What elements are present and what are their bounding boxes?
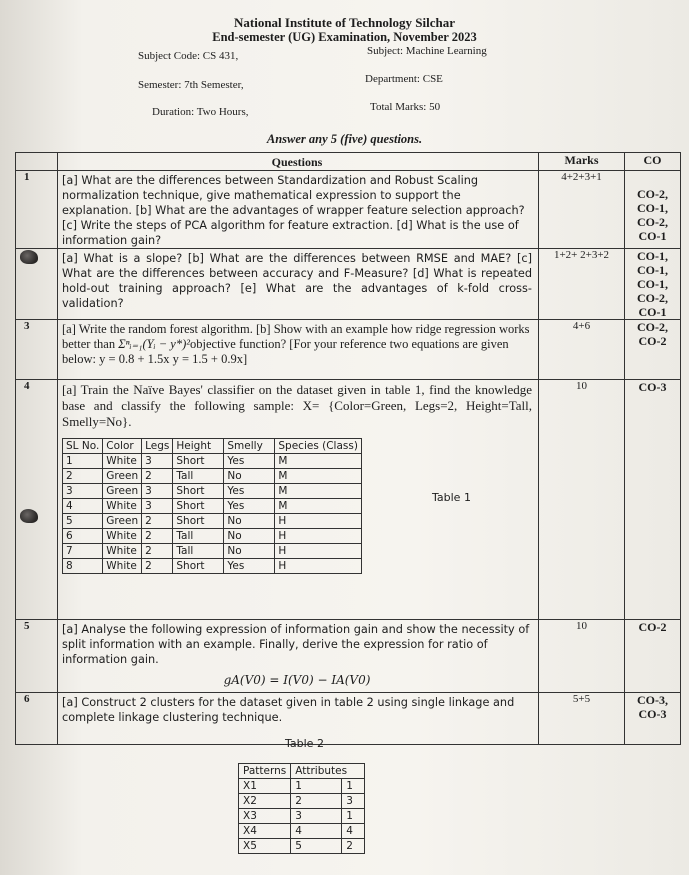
table1-cell: No <box>224 469 275 484</box>
table1-cell: Short <box>173 514 224 529</box>
question-cell <box>58 380 539 620</box>
co-header: CO <box>625 153 681 171</box>
table2-cell: 1 <box>342 779 365 794</box>
table1-cell: H <box>275 559 362 574</box>
question-co: CO-1, CO-1, CO-1, CO-2, CO-1 <box>625 249 681 320</box>
table1-cell: White <box>103 454 142 469</box>
question-text-part-a: [a] Write the random forest algorithm. [b] Show with an example how ridge regression works better than <box>62 322 530 351</box>
table1-cell: Tall <box>173 544 224 559</box>
table2-cell: 1 <box>291 779 342 794</box>
table1-cell: Short <box>173 454 224 469</box>
table1-header-row <box>63 439 362 454</box>
table2-row <box>239 779 365 794</box>
table1-cell: Green <box>103 484 142 499</box>
question-co: CO-3 <box>625 380 681 620</box>
table1-cell: Green <box>103 514 142 529</box>
table1-cell: 7 <box>63 544 103 559</box>
total-marks: Total Marks: 50 <box>370 101 441 113</box>
table2-cell: 2 <box>342 839 365 854</box>
table2-row <box>239 794 365 809</box>
question-co: CO-2, CO-1, CO-2, CO-1 <box>625 171 681 249</box>
table1-cell: 2 <box>63 469 103 484</box>
no-header <box>16 153 58 171</box>
table1-cell: Short <box>173 499 224 514</box>
table2-header: Attributes <box>291 764 365 779</box>
table1-cell: 1 <box>63 454 103 469</box>
table2-cell: 3 <box>342 794 365 809</box>
question-marks: 10 <box>539 380 625 620</box>
table1-row <box>63 544 362 559</box>
finger-smudge <box>20 509 38 523</box>
table1-row <box>63 514 362 529</box>
table1-header: Species (Class) <box>275 439 362 454</box>
table1-cell: No <box>224 529 275 544</box>
table1-cell: 2 <box>142 544 173 559</box>
table1-cell: M <box>275 469 362 484</box>
table2-header: Patterns <box>239 764 291 779</box>
info-gain-formula: gA(V0) = I(V0) − IA(V0) <box>223 673 371 687</box>
table1-cell: 6 <box>63 529 103 544</box>
table1-cell: White <box>103 544 142 559</box>
table1-cell: 4 <box>63 499 103 514</box>
table1 <box>62 438 362 574</box>
table2-cell: X1 <box>239 779 291 794</box>
table1-row <box>63 499 362 514</box>
questions-header: Questions <box>58 153 539 171</box>
table1-cell: Yes <box>224 559 275 574</box>
question-text: [a] What is a slope? [b] What are the differences between RMSE and MAE? [c] What are the differences between accuracy and F-Measure? [d] What is repeated hold-out training approach? [e] What are the advantages of k-fold cross-validation? <box>58 249 539 320</box>
table1-row <box>63 529 362 544</box>
table2-row <box>239 824 365 839</box>
question-co: CO-2, CO-2 <box>625 320 681 380</box>
table2-header-row <box>239 764 365 779</box>
question-row-4 <box>16 380 681 620</box>
table1-cell: M <box>275 499 362 514</box>
table1-header: Height <box>173 439 224 454</box>
table1-wrap <box>62 438 532 574</box>
question-co: CO-3, CO-3 <box>625 693 681 745</box>
duration: Duration: Two Hours, <box>152 106 249 118</box>
question-marks: 5+5 <box>539 693 625 745</box>
instruction: Answer any 5 (five) questions. <box>266 132 423 146</box>
table1-cell: 2 <box>142 559 173 574</box>
question-text <box>58 320 539 380</box>
marks-header: Marks <box>539 153 625 171</box>
table1-cell: 3 <box>63 484 103 499</box>
table2-cell: X2 <box>239 794 291 809</box>
table2-cell: 4 <box>342 824 365 839</box>
table2-row <box>239 809 365 824</box>
table1-cell: Tall <box>173 529 224 544</box>
department: Department: CSE <box>365 73 443 85</box>
question-co: CO-2 <box>625 620 681 693</box>
table1-cell: 2 <box>142 514 173 529</box>
question-text: [a] What are the differences between Standardization and Robust Scaling normalization technique, give mathematical expression to support the explanation. [b] What are the advantages of wrapper feature selection approach? [c] Write the steps of PCA algorithm for feature extraction. [d] What is the use of information gain? <box>58 171 539 249</box>
table1-cell: 2 <box>142 529 173 544</box>
table1-row <box>63 484 362 499</box>
table1-cell: M <box>275 454 362 469</box>
question-row-6 <box>16 693 681 745</box>
table2 <box>238 763 365 854</box>
question-number: 3 <box>16 320 58 380</box>
question-marks: 1+2+ 2+3+2 <box>539 249 625 320</box>
table1-row <box>63 559 362 574</box>
subject-code: Subject Code: CS 431, <box>138 50 239 62</box>
question-number: 5 <box>16 620 58 693</box>
table1-cell: 3 <box>142 454 173 469</box>
exam-title: End-semester (UG) Examination, November 2023 <box>212 30 477 44</box>
question-number: 4 <box>16 380 58 620</box>
question-cell <box>58 620 539 693</box>
table2-cell: 2 <box>291 794 342 809</box>
question-text: [a] Analyse the following expression of information gain and show the necessity of split information with an example. Finally, derive the expression for ratio of information gain. <box>62 623 530 666</box>
table1-cell: Green <box>103 469 142 484</box>
question-marks: 4+6 <box>539 320 625 380</box>
finger-smudge <box>20 250 38 264</box>
table1-cell: White <box>103 499 142 514</box>
table2-cell: 5 <box>291 839 342 854</box>
table1-cell: Tall <box>173 469 224 484</box>
question-number: 6 <box>16 693 58 745</box>
institute-title: National Institute of Technology Silchar <box>233 15 456 30</box>
table2-cell: 1 <box>342 809 365 824</box>
table1-cell: Yes <box>224 454 275 469</box>
question-text: [a] Construct 2 clusters for the dataset given in table 2 using single linkage and complete linkage clustering technique. <box>58 693 539 745</box>
question-marks: 10 <box>539 620 625 693</box>
table1-cell: 3 <box>142 499 173 514</box>
table2-caption: Table 2 <box>285 737 324 750</box>
table1-cell: Short <box>173 559 224 574</box>
table2-cell: X4 <box>239 824 291 839</box>
header-row <box>16 153 681 171</box>
question-row-5 <box>16 620 681 693</box>
table1-cell: H <box>275 544 362 559</box>
table1-cell: 3 <box>142 484 173 499</box>
table1-cell: 2 <box>142 469 173 484</box>
table1-cell: Short <box>173 484 224 499</box>
sum-expression: Σⁿᵢ₌₁(Yᵢ − y*)² <box>118 337 191 351</box>
table1-cell: H <box>275 529 362 544</box>
table1-header: Legs <box>142 439 173 454</box>
semester: Semester: 7th Semester, <box>138 79 244 91</box>
question-row-2 <box>16 249 681 320</box>
table1-cell: White <box>103 559 142 574</box>
table1-header: SL No. <box>63 439 103 454</box>
table1-row <box>63 469 362 484</box>
table1-cell: No <box>224 514 275 529</box>
question-text: [a] Train the Naïve Bayes' classifier on the dataset given in table 1, find the knowledge base and classify the following sample: X= {Color=Green, Legs=2, Height=Tall, Smelly=No}. <box>62 382 532 429</box>
question-row-1 <box>16 171 681 249</box>
question-number: 1 <box>16 171 58 249</box>
table1-cell: 8 <box>63 559 103 574</box>
table2-row <box>239 839 365 854</box>
question-text-part-b: objective function? [For your reference two equations are given below: y = 0.8 + 1.5x y = 1.5 + 0.9x] <box>62 337 509 366</box>
question-marks: 4+2+3+1 <box>539 171 625 249</box>
table1-caption: Table 1 <box>432 491 471 504</box>
table1-cell: H <box>275 514 362 529</box>
table1-cell: Yes <box>224 499 275 514</box>
table1-header: Color <box>103 439 142 454</box>
table2-cell: 3 <box>291 809 342 824</box>
table1-cell: White <box>103 529 142 544</box>
subject-name: Subject: Machine Learning <box>367 45 487 57</box>
table2-cell: 4 <box>291 824 342 839</box>
table1-cell: No <box>224 544 275 559</box>
table1-header: Smelly <box>224 439 275 454</box>
table1-cell: Yes <box>224 484 275 499</box>
table1-cell: M <box>275 484 362 499</box>
table2-cell: X3 <box>239 809 291 824</box>
table1-row <box>63 454 362 469</box>
table2-cell: X5 <box>239 839 291 854</box>
table1-cell: 5 <box>63 514 103 529</box>
questions-table <box>15 152 681 745</box>
question-row-3 <box>16 320 681 380</box>
